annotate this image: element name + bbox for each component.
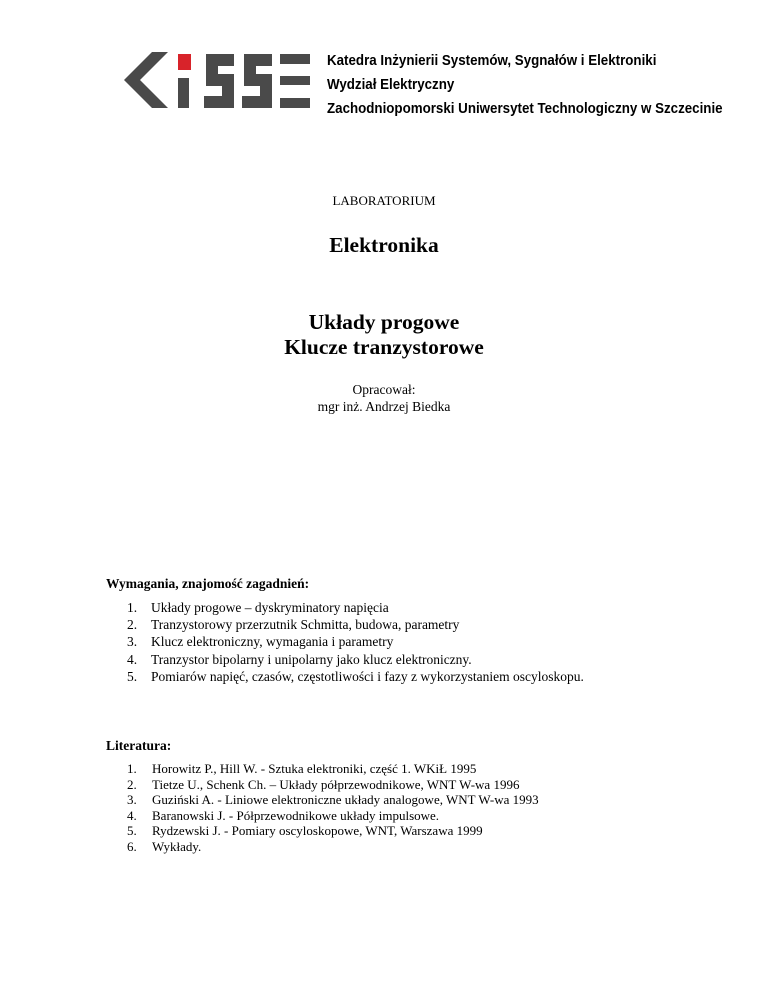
list-item-text: Układy progowe – dyskryminatory napięcia [151,600,389,615]
topic-line-2: Klucze tranzystorowe [284,335,484,359]
list-item [127,792,746,808]
list-item-number: 5. [127,668,138,684]
list-item-text: Tietze U., Schenk Ch. – Układy półprzewodnikowe, WNT W-wa 1996 [152,776,520,792]
list-item-number: 3. [127,792,137,808]
list-item-number: 5. [127,823,137,839]
list-item-number: 1. [127,761,137,776]
list-item-number: 3. [127,634,138,650]
list-item-number: 1. [127,600,138,615]
author-block [0,381,768,415]
list-item [127,668,746,685]
list-item-number: 4. [127,651,138,667]
list-item-text: Horowitz P., Hill W. - Sztuka elektroniki, część 1. WKiŁ 1995 [152,761,477,776]
list-item-number: 4. [127,807,137,823]
list-item-number: 2. [127,776,137,792]
list-item [127,599,746,616]
institution-block [327,49,723,121]
list-item-text: Tranzystor bipolarny i unipolarny jako klucz elektroniczny. [151,651,472,667]
literature-list [106,761,746,855]
list-item [127,808,746,824]
author-label: Opracował: [352,382,416,397]
list-item-text: Klucz elektroniczny, wymagania i parametry [151,634,394,650]
list-item [127,651,746,668]
kisse-logo [122,40,312,120]
requirements-section [106,575,746,685]
literature-title: Literatura: [106,738,172,753]
department-name: Katedra Inżynierii Systemów, Sygnałów i Elektroniki [327,53,657,69]
list-item [127,839,746,855]
topic-title [0,310,768,360]
list-item-text: Baranowski J. - Półprzewodnikowe układy impulsowe. [152,807,440,823]
list-item-text: Pomiarów napięć, czasów, częstotliwości i fazy z wykorzystaniem oscyloskopu. [151,668,584,684]
requirements-list [106,599,746,685]
list-item-number: 6. [127,838,137,854]
university-name: Zachodniopomorski Uniwersytet Technologiczny w Szczecinie [327,101,723,117]
list-item [127,777,746,793]
subject-title: Elektronika [329,233,439,257]
author-name: mgr inż. Andrzej Biedka [317,399,451,414]
page-header [0,0,768,130]
list-item-text: Guziński A. - Liniowe elektroniczne układy analogowe, WNT W-wa 1993 [152,792,539,808]
list-item [127,761,746,777]
list-item-text: Wykłady. [152,838,202,854]
list-item-text: Tranzystorowy przerzutnik Schmitta, budowa, parametry [151,617,460,633]
list-item [127,823,746,839]
literature-section [106,737,746,855]
list-item [127,616,746,633]
list-item [127,633,746,650]
requirements-title: Wymagania, znajomość zagadnień: [106,576,310,591]
list-item-number: 2. [127,617,138,633]
list-item-text: Rydzewski J. - Pomiary oscyloskopowe, WNT, Warszawa 1999 [152,823,483,839]
lab-label: LABORATORIUM [332,193,436,208]
faculty-name: Wydział Elektryczny [327,77,455,93]
topic-line-1: Układy progowe [308,310,460,334]
